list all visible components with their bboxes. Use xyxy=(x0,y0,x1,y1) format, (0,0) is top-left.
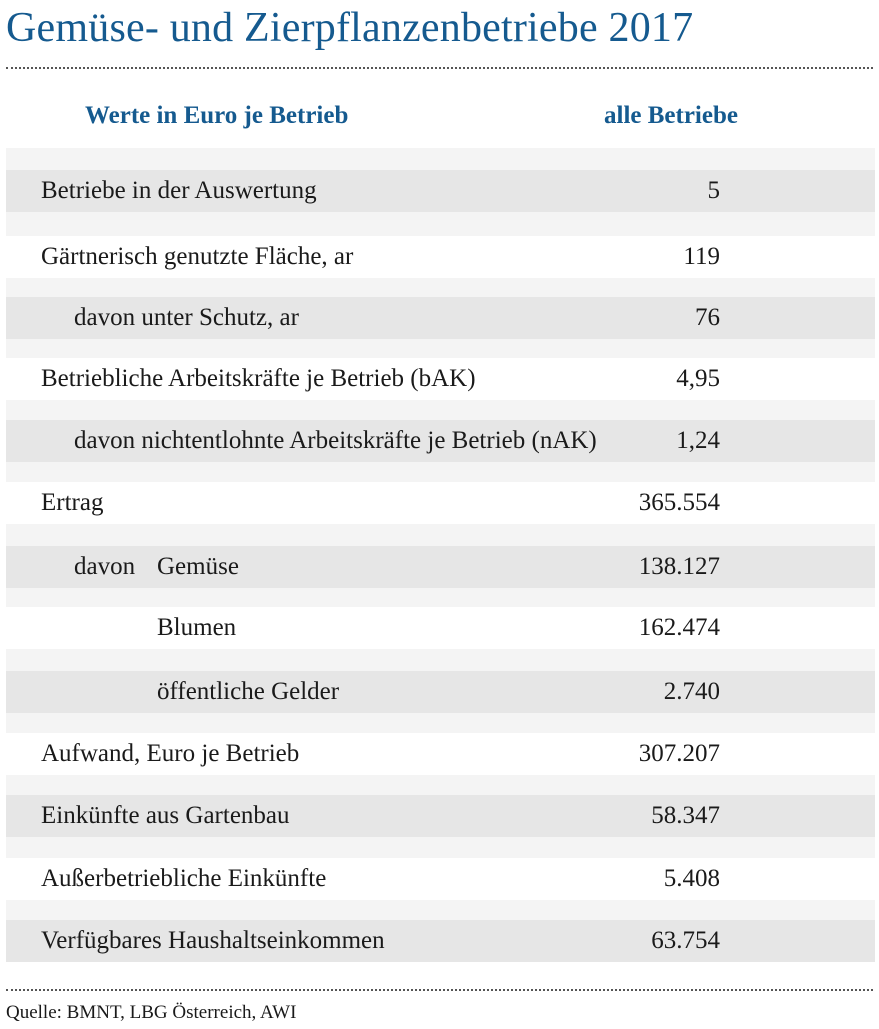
row-value: 119 xyxy=(683,243,720,270)
row-value: 1,24 xyxy=(676,427,720,454)
bottom-dotted-divider xyxy=(6,989,873,991)
row-label: Gärtnerisch genutzte Fläche, ar xyxy=(41,243,354,270)
row-label: Verfügbares Haushaltseinkommen xyxy=(41,927,385,954)
row-label: Aufwand, Euro je Betrieb xyxy=(41,740,300,767)
row-label: Außerbetriebliche Einkünfte xyxy=(41,865,327,892)
row-value: 162.474 xyxy=(638,614,720,641)
table-row xyxy=(6,236,875,278)
table-row xyxy=(6,297,875,339)
top-dotted-divider xyxy=(6,67,873,69)
table-row xyxy=(6,482,875,524)
row-value: 5 xyxy=(707,177,720,204)
table-row xyxy=(6,795,875,837)
table-row xyxy=(6,420,875,462)
table-row xyxy=(6,607,875,649)
page-title: Gemüse- und Zierpflanzenbetriebe 2017 xyxy=(6,5,694,51)
table-row xyxy=(6,671,875,713)
source-note: Quelle: BMNT, LBG Österreich, AWI xyxy=(6,1002,297,1023)
row-value: 307.207 xyxy=(638,740,720,767)
row-value: 4,95 xyxy=(676,365,720,392)
row-value: 63.754 xyxy=(651,927,720,954)
row-label: Ertrag xyxy=(41,489,104,516)
table-row xyxy=(6,358,875,400)
row-prefix: davon xyxy=(74,553,136,580)
column-header-label: Werte in Euro je Betrieb xyxy=(85,102,349,129)
table-row xyxy=(6,733,875,775)
data-table xyxy=(6,148,875,960)
row-label: Blumen xyxy=(157,614,237,641)
row-label: Einkünfte aus Gartenbau xyxy=(41,802,290,829)
row-value: 138.127 xyxy=(638,553,720,580)
row-label: Gemüse xyxy=(157,553,239,580)
table-row xyxy=(6,920,875,962)
table-row xyxy=(6,858,875,900)
row-label: davon nichtentlohnte Arbeitskräfte je Betrieb (nAK) xyxy=(74,427,597,454)
row-label: öffentliche Gelder xyxy=(157,678,340,705)
row-label: Betriebliche Arbeitskräfte je Betrieb (bAK) xyxy=(41,365,476,392)
row-label: davon unter Schutz, ar xyxy=(74,304,299,331)
row-label: Betriebe in der Auswertung xyxy=(41,177,317,204)
table-row xyxy=(6,170,875,212)
row-value: 76 xyxy=(695,304,720,331)
column-header-value: alle Betriebe xyxy=(604,102,738,129)
row-value: 2.740 xyxy=(663,678,720,705)
row-value: 365.554 xyxy=(638,489,720,516)
row-value: 5.408 xyxy=(663,865,720,892)
row-value: 58.347 xyxy=(651,802,720,829)
table-row xyxy=(6,546,875,588)
